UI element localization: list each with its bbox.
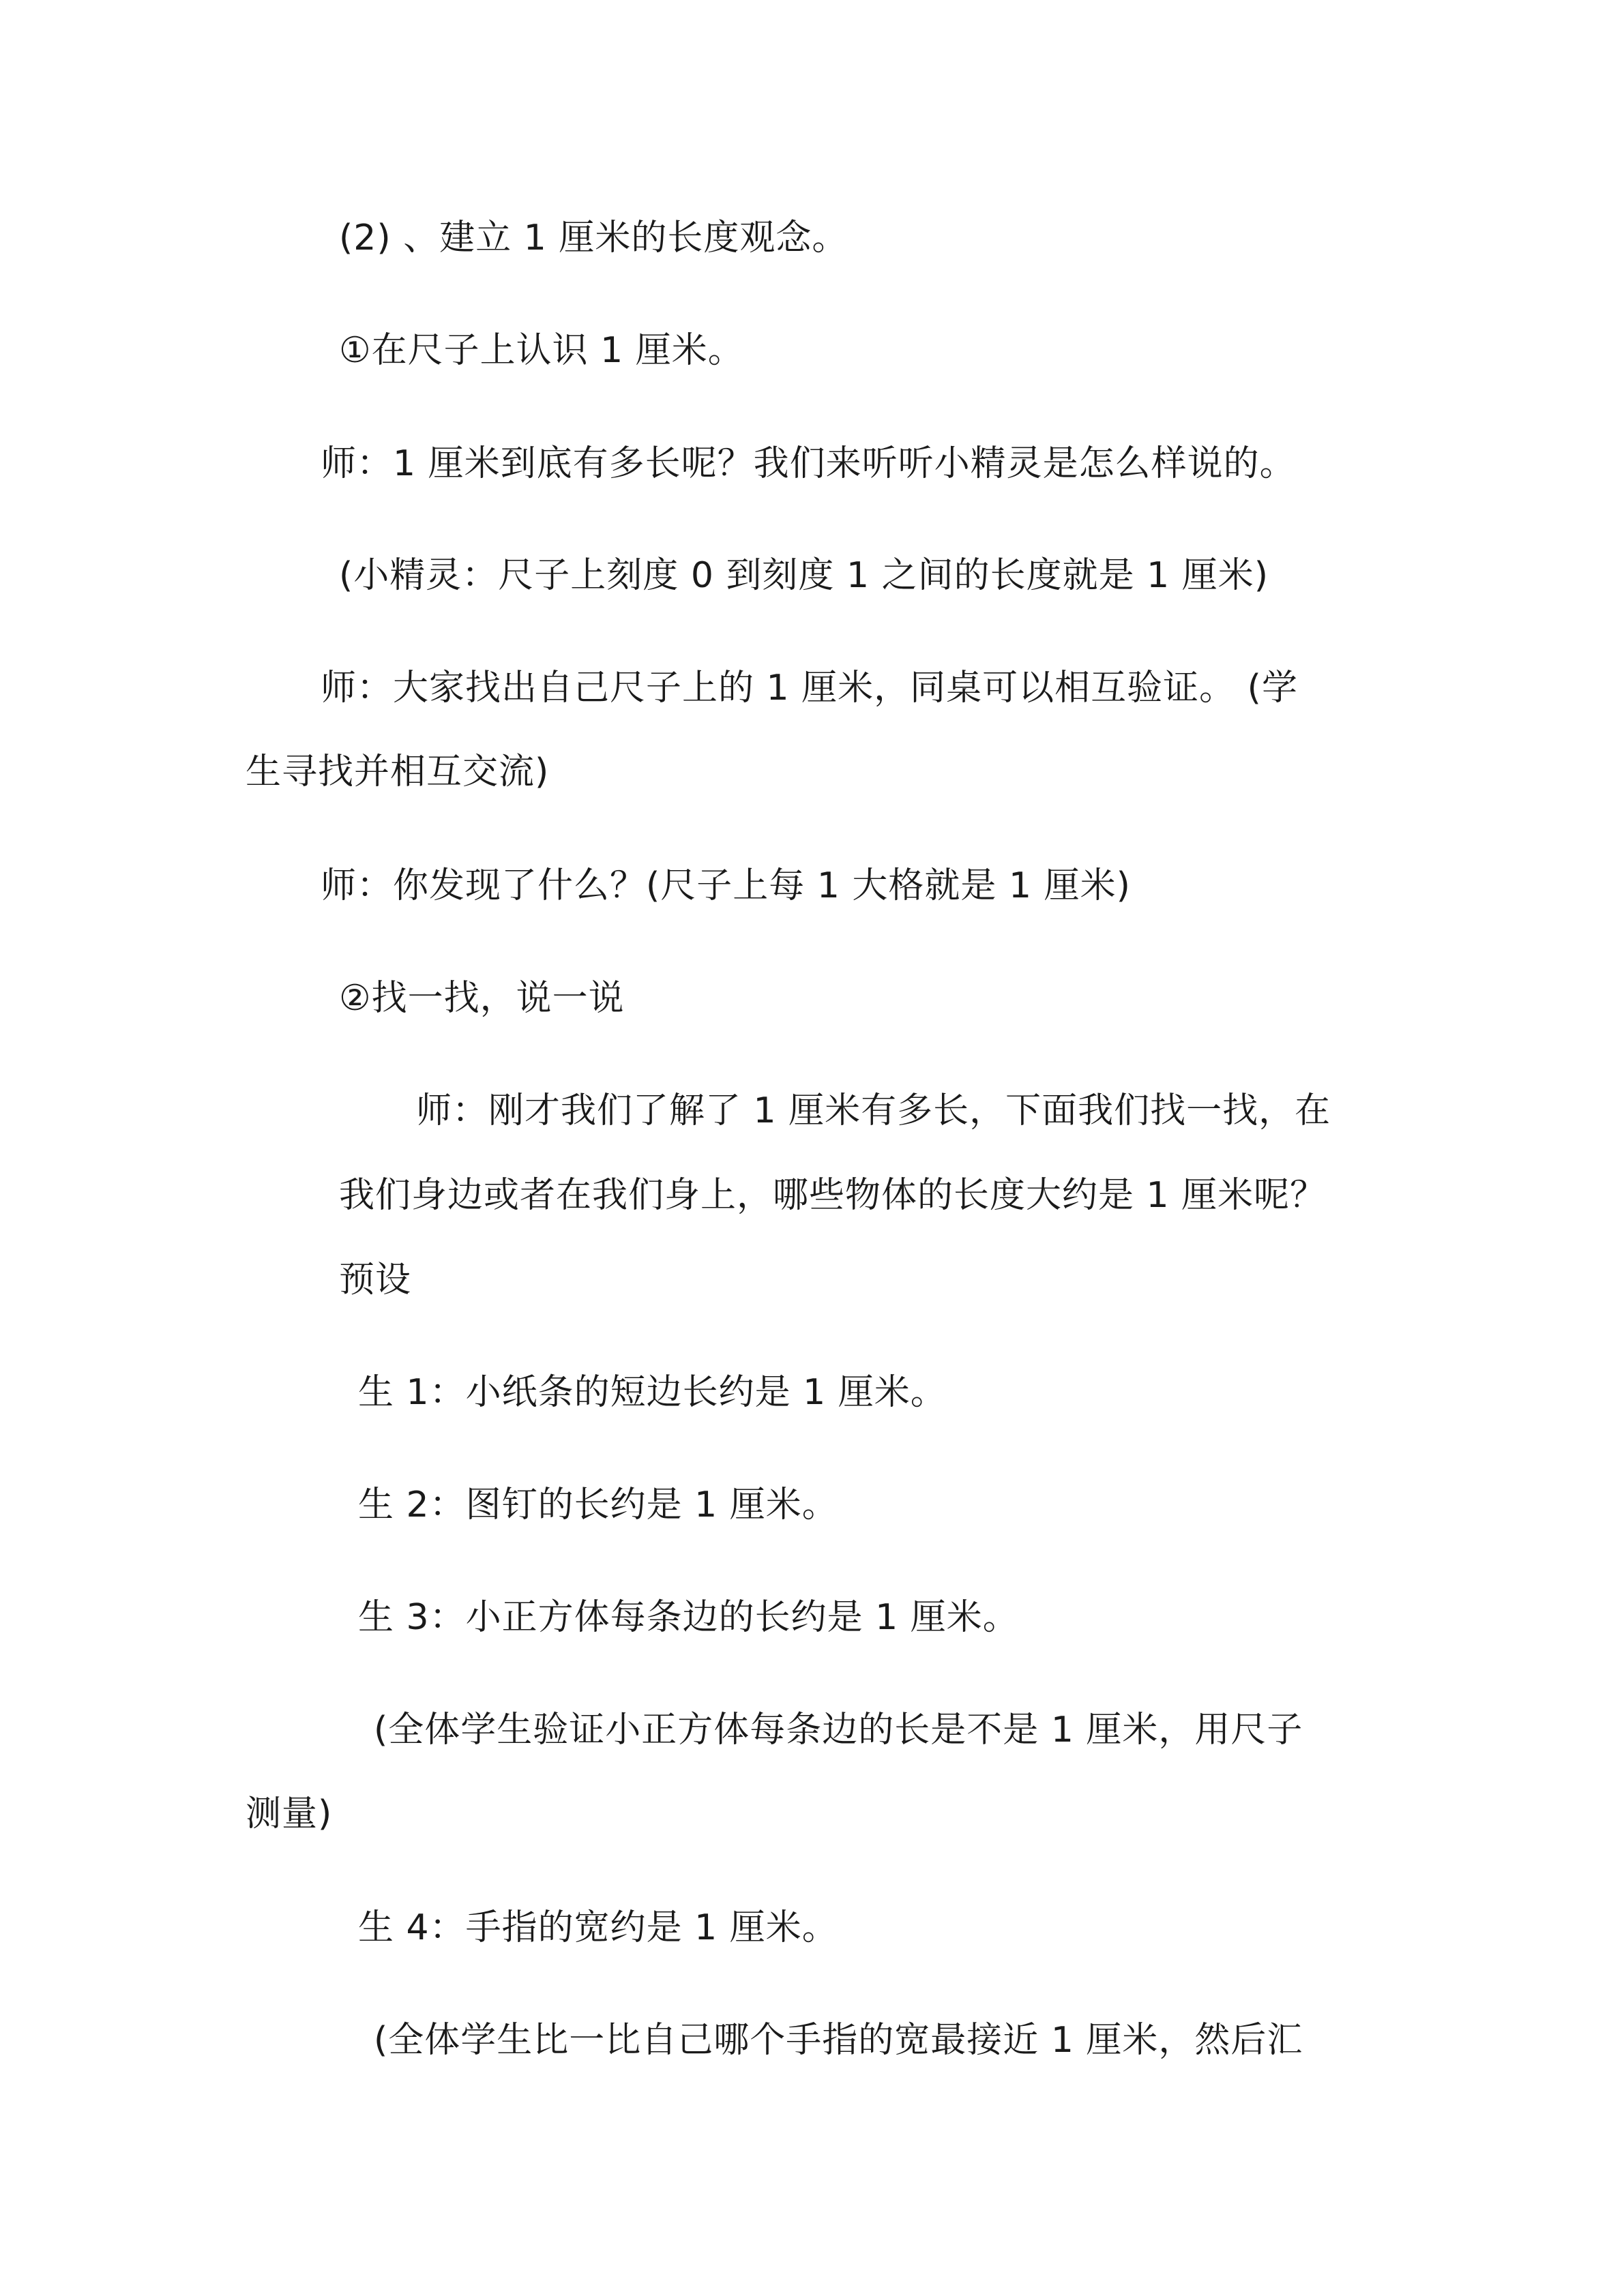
student-answer-3: 生 3：小正方体每条边的长约是 1 厘米。 <box>358 1597 1019 1638</box>
teacher-question-line: 师：1 厘米到底有多长呢？我们来听听小精灵是怎么样说的。 <box>321 443 1296 484</box>
teacher-prompt-line: 师：刚才我们了解了 1 厘米有多长，下面我们找一找，在 <box>416 1090 1331 1131</box>
student-answer-2: 生 2：图钉的长约是 1 厘米。 <box>358 1485 838 1525</box>
section-heading-line: (2) 、建立 1 厘米的长度观念。 <box>339 218 848 258</box>
subheading-find-line: ②找一找，说一说 <box>339 978 625 1019</box>
teacher-discovery-line: 师：你发现了什么？(尺子上每 1 大格就是 1 厘米) <box>321 865 1131 906</box>
student-answer-1: 生 1：小纸条的短边长约是 1 厘米。 <box>358 1372 947 1413</box>
preset-label: 预设 <box>339 1259 412 1300</box>
teacher-instruction-line: 师：大家找出自己尺子上的 1 厘米，同桌可以相互验证。 (学 <box>321 668 1298 709</box>
continuation-line-2: 测量) <box>246 1793 333 1834</box>
continuation-line: 生寻找并相互交流) <box>246 751 550 792</box>
class-verification-line: (全体学生验证小正方体每条边的长是不是 1 厘米，用尺子 <box>374 1710 1303 1750</box>
subheading-ruler-line: ①在尺子上认识 1 厘米。 <box>339 330 744 371</box>
sprite-explanation-line: (小精灵：尺子上刻度 0 到刻度 1 之间的长度就是 1 厘米) <box>339 555 1269 596</box>
teacher-prompt-line-2: 我们身边或者在我们身上，哪些物体的长度大约是 1 厘米呢？ <box>339 1175 1327 1216</box>
student-answer-4: 生 4：手指的宽约是 1 厘米。 <box>358 1907 838 1948</box>
class-compare-line: (全体学生比一比自己哪个手指的宽最接近 1 厘米，然后汇 <box>374 2020 1303 2061</box>
